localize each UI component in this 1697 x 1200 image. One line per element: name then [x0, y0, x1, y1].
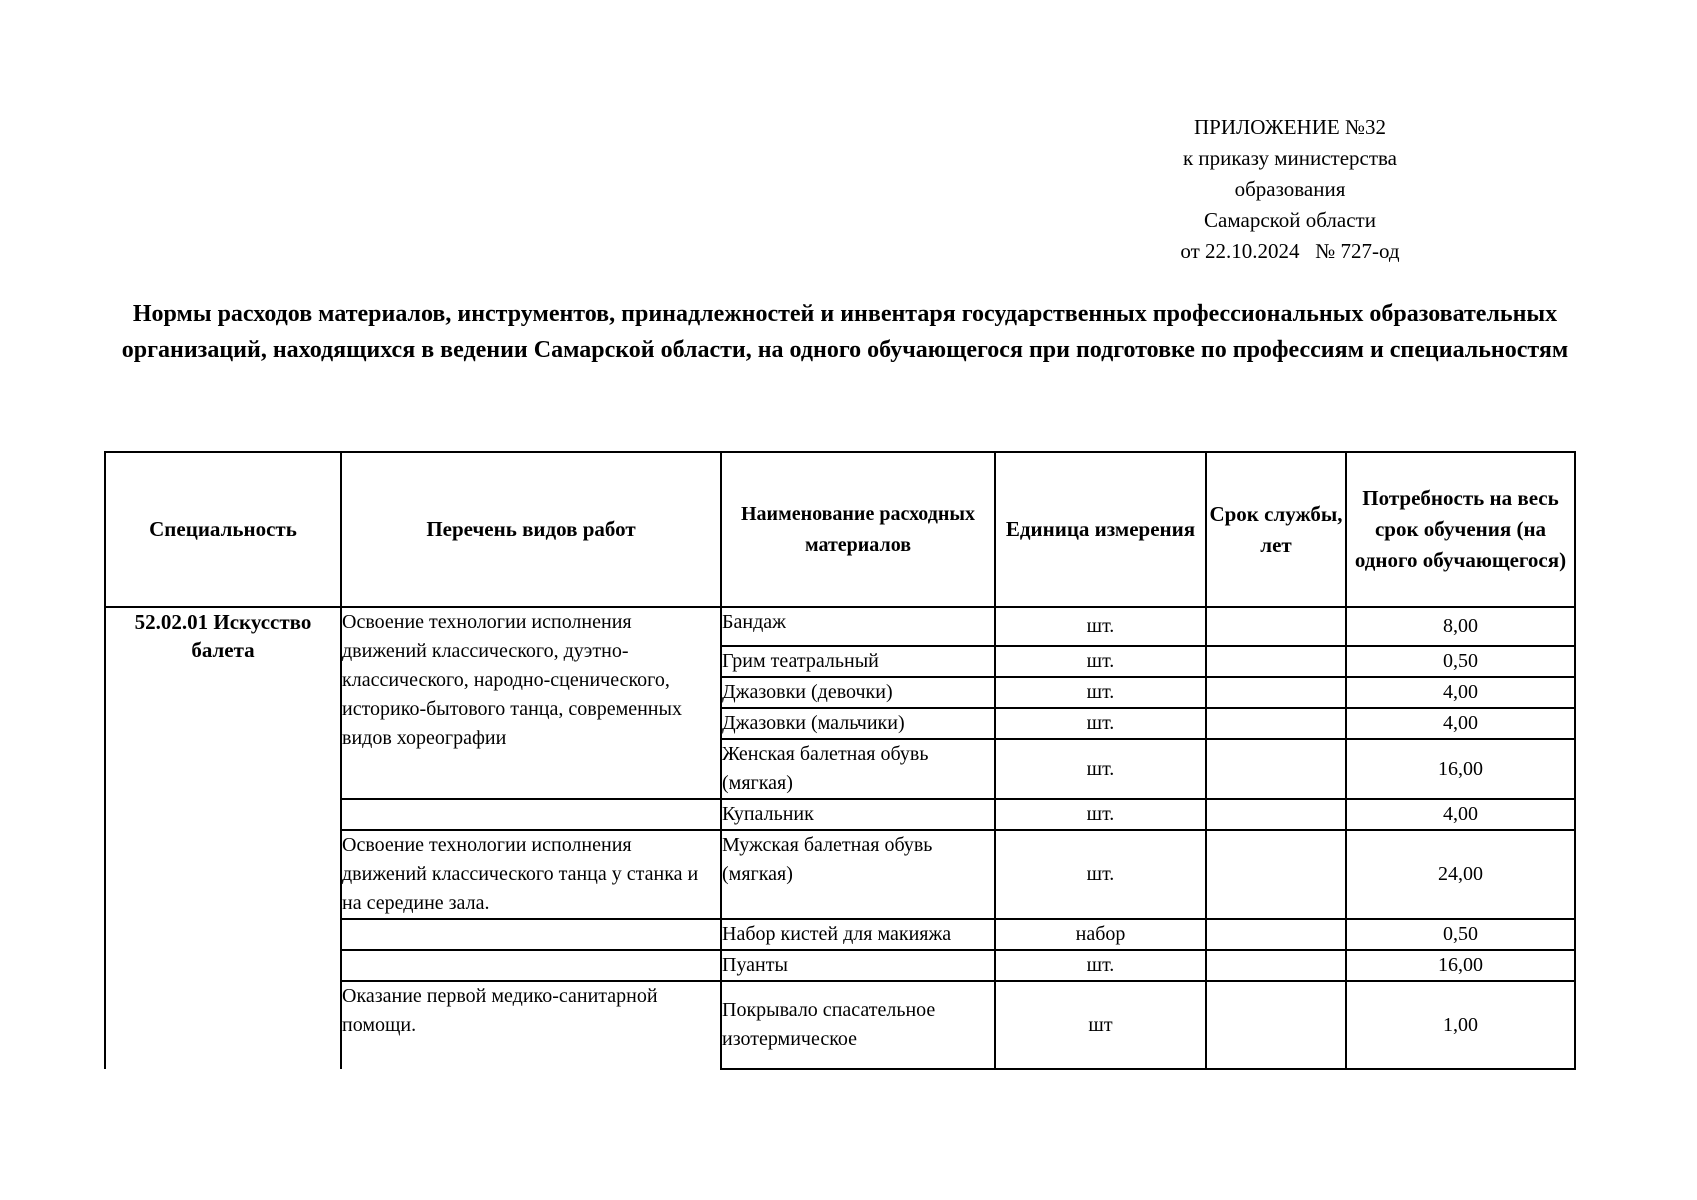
material-cell: Джазовки (девочки)	[721, 677, 995, 708]
work-cell-empty	[341, 799, 721, 830]
material-cell: Мужская балетная обувь (мягкая)	[721, 830, 995, 919]
header-material: Наименование расходных материалов	[721, 452, 995, 607]
need-cell: 4,00	[1346, 799, 1575, 830]
term-cell	[1206, 950, 1346, 981]
header-specialty: Специальность	[105, 452, 341, 607]
work-cell-empty	[341, 919, 721, 950]
unit-cell: шт.	[995, 607, 1206, 646]
appendix-block	[1100, 112, 1480, 267]
need-cell: 1,00	[1346, 981, 1575, 1069]
unit-cell: шт.	[995, 830, 1206, 919]
header-unit: Единица измерения	[995, 452, 1206, 607]
term-cell	[1206, 981, 1346, 1069]
need-cell: 8,00	[1346, 607, 1575, 646]
material-cell: Купальник	[721, 799, 995, 830]
unit-cell: шт.	[995, 708, 1206, 739]
unit-cell: шт.	[995, 950, 1206, 981]
term-cell	[1206, 607, 1346, 646]
unit-cell: набор	[995, 919, 1206, 950]
appendix-title: ПРИЛОЖЕНИЕ №32	[1194, 115, 1386, 139]
need-cell: 16,00	[1346, 739, 1575, 799]
need-cell: 4,00	[1346, 708, 1575, 739]
term-cell	[1206, 677, 1346, 708]
material-cell: Покрывало спасательное изотермическое	[721, 981, 995, 1069]
table-header-row	[105, 452, 1575, 607]
specialty-cell: 52.02.01 Искусство балета	[105, 607, 341, 1069]
appendix-region-line: Самарской области	[1204, 208, 1376, 232]
term-cell	[1206, 708, 1346, 739]
term-cell	[1206, 739, 1346, 799]
term-cell	[1206, 830, 1346, 919]
norms-table	[104, 451, 1576, 1070]
need-cell: 24,00	[1346, 830, 1575, 919]
need-cell: 16,00	[1346, 950, 1575, 981]
unit-cell: шт.	[995, 799, 1206, 830]
appendix-date-number: от 22.10.2024 № 727-од	[1180, 239, 1400, 263]
unit-cell: шт	[995, 981, 1206, 1069]
unit-cell: шт.	[995, 646, 1206, 677]
appendix-ministry-line: образования	[1234, 177, 1346, 201]
header-term: Срок службы, лет	[1206, 452, 1346, 607]
material-cell: Пуанты	[721, 950, 995, 981]
need-cell: 0,50	[1346, 646, 1575, 677]
material-cell: Женская балетная обувь (мягкая)	[721, 739, 995, 799]
material-cell: Набор кистей для макияжа	[721, 919, 995, 950]
appendix-order-line: к приказу министерства	[1182, 146, 1398, 170]
need-cell: 0,50	[1346, 919, 1575, 950]
unit-cell: шт.	[995, 677, 1206, 708]
term-cell	[1206, 799, 1346, 830]
work-cell: Освоение технологии исполнения движений классического, дуэтно-классического, народно-сценического, историко-бытового танца, современных видов хореографии	[341, 607, 721, 799]
material-cell: Бандаж	[721, 607, 995, 646]
header-need: Потребность на весь срок обучения (на одного обучающегося)	[1346, 452, 1575, 607]
material-cell: Джазовки (мальчики)	[721, 708, 995, 739]
need-cell: 4,00	[1346, 677, 1575, 708]
work-cell: Освоение технологии исполнения движений классического танца у станка и на середине зала.	[341, 830, 721, 919]
document-title: Нормы расходов материалов, инструментов, принадлежностей и инвентаря государственных профессиональных образовательных организаций, находящихся в ведении Самарской области, на одного обучающегося при подготовке по профессиям и специальностям	[121, 301, 1569, 363]
header-works: Перечень видов работ	[341, 452, 721, 607]
table-row	[105, 607, 1575, 646]
material-cell: Грим театральный	[721, 646, 995, 677]
unit-cell: шт.	[995, 739, 1206, 799]
term-cell	[1206, 919, 1346, 950]
work-cell: Оказание первой медико-санитарной помощи.	[341, 981, 721, 1069]
work-cell-empty	[341, 950, 721, 981]
term-cell	[1206, 646, 1346, 677]
